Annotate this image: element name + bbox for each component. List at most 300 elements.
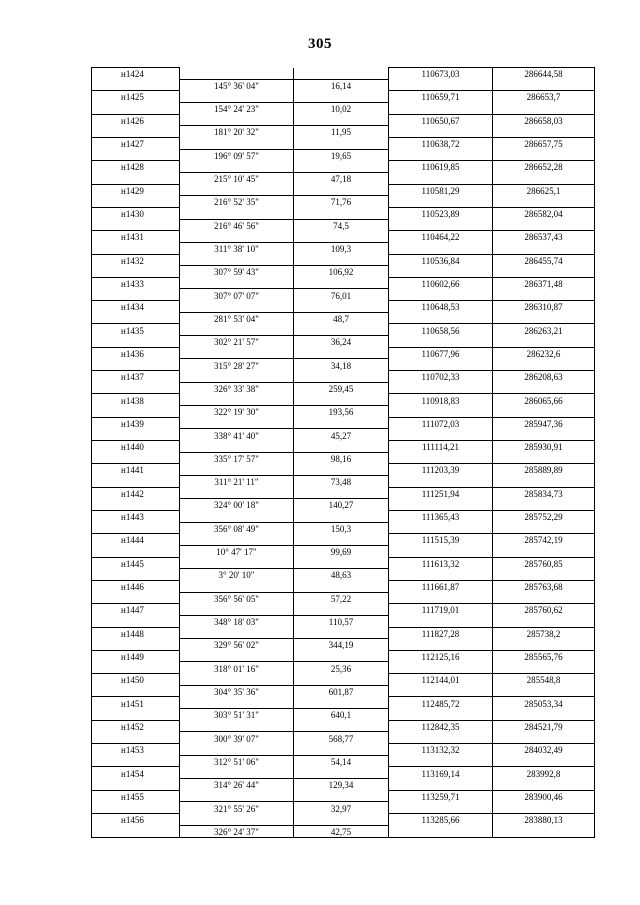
point-row: [92, 91, 595, 103]
dist-empty: [294, 254, 389, 266]
x-empty: [389, 429, 493, 441]
point-id: н1448: [92, 627, 180, 639]
y-coordinate: 286208,63: [493, 371, 595, 383]
point-row: [92, 347, 595, 359]
point-empty: [92, 452, 180, 464]
dist-empty: [294, 674, 389, 686]
dist-empty: [294, 417, 389, 429]
x-coordinate: 110702,33: [389, 371, 493, 383]
x-coordinate: 112144,01: [389, 674, 493, 686]
y-empty: [493, 266, 595, 278]
segment-row: [92, 149, 595, 161]
point-empty: [92, 126, 180, 138]
x-coordinate: 113169,14: [389, 767, 493, 779]
dist-empty: [294, 394, 389, 406]
point-row: [92, 394, 595, 406]
y-coordinate: 284032,49: [493, 744, 595, 756]
x-coordinate: 113285,66: [389, 814, 493, 826]
point-empty: [92, 336, 180, 348]
point-id: н1436: [92, 347, 180, 359]
point-id: н1437: [92, 371, 180, 383]
y-empty: [493, 406, 595, 418]
segment-row: [92, 662, 595, 674]
segment-row: [92, 615, 595, 627]
point-row: [92, 627, 595, 639]
direction-angle: 326° 33' 38": [180, 382, 294, 394]
angle-empty: [180, 417, 294, 429]
direction-angle: 307° 59' 43": [180, 266, 294, 278]
point-empty: [92, 219, 180, 231]
segment-row: [92, 219, 595, 231]
x-empty: [389, 219, 493, 231]
segment-length: 48,7: [294, 312, 389, 324]
segment-length: 76,01: [294, 289, 389, 301]
point-id: н1425: [92, 91, 180, 103]
y-coordinate: 286582,04: [493, 207, 595, 219]
point-row: [92, 441, 595, 453]
y-coordinate: 286371,48: [493, 277, 595, 289]
y-coordinate: 285760,85: [493, 557, 595, 569]
angle-empty: [180, 487, 294, 499]
segment-length: 568,77: [294, 732, 389, 744]
dist-empty: [294, 371, 389, 383]
x-coordinate: 111365,43: [389, 510, 493, 522]
y-coordinate: 286658,03: [493, 114, 595, 126]
x-empty: [389, 359, 493, 371]
x-coordinate: 110602,66: [389, 277, 493, 289]
y-coordinate: 285738,2: [493, 627, 595, 639]
point-id: н1441: [92, 464, 180, 476]
angle-empty: [180, 744, 294, 756]
x-coordinate: 110918,83: [389, 394, 493, 406]
point-empty: [92, 266, 180, 278]
angle-empty: [180, 720, 294, 732]
dist-empty: [294, 697, 389, 709]
point-row: [92, 580, 595, 592]
angle-empty: [180, 441, 294, 453]
y-empty: [493, 499, 595, 511]
y-coordinate: 285763,68: [493, 580, 595, 592]
x-coordinate: 110619,85: [389, 161, 493, 173]
direction-angle: 348° 18' 03": [180, 615, 294, 627]
dist-empty: [294, 301, 389, 313]
point-empty: [92, 499, 180, 511]
point-id: н1453: [92, 744, 180, 756]
dist-empty: [294, 627, 389, 639]
segment-row: [92, 429, 595, 441]
y-empty: [493, 359, 595, 371]
point-empty: [92, 382, 180, 394]
direction-angle: 322° 19' 30": [180, 406, 294, 418]
x-empty: [389, 406, 493, 418]
segment-row: [92, 242, 595, 254]
point-id: н1446: [92, 580, 180, 592]
direction-angle: 307° 07' 07": [180, 289, 294, 301]
angle-empty: [180, 557, 294, 569]
x-coordinate: 110658,56: [389, 324, 493, 336]
segment-row: [92, 336, 595, 348]
y-coordinate: 285752,29: [493, 510, 595, 522]
y-coordinate: 285548,8: [493, 674, 595, 686]
x-empty: [389, 545, 493, 557]
x-empty: [389, 779, 493, 791]
y-coordinate: 283992,8: [493, 767, 595, 779]
dist-empty: [294, 184, 389, 196]
segment-row: [92, 522, 595, 534]
direction-angle: 303° 51' 31": [180, 709, 294, 721]
y-coordinate: 285930,91: [493, 441, 595, 453]
point-row: [92, 510, 595, 522]
segment-length: 344,19: [294, 639, 389, 651]
segment-length: 193,56: [294, 406, 389, 418]
dist-empty: [294, 534, 389, 546]
direction-angle: 356° 08' 49": [180, 522, 294, 534]
x-coordinate: 112842,35: [389, 720, 493, 732]
y-coordinate: 285947,36: [493, 417, 595, 429]
x-empty: [389, 312, 493, 324]
angle-empty: [180, 767, 294, 779]
dist-empty: [294, 557, 389, 569]
x-empty: [389, 336, 493, 348]
point-empty: [92, 709, 180, 721]
direction-angle: 314° 26' 44": [180, 779, 294, 791]
direction-angle: 154° 24' 23": [180, 102, 294, 114]
dist-empty: [294, 137, 389, 149]
dist-empty: [294, 604, 389, 616]
dist-empty: [294, 790, 389, 802]
point-id: н1428: [92, 161, 180, 173]
segment-row: [92, 382, 595, 394]
segment-row: [92, 802, 595, 814]
direction-angle: 311° 38' 10": [180, 242, 294, 254]
direction-angle: 3° 20' 10": [180, 569, 294, 581]
y-empty: [493, 79, 595, 91]
x-coordinate: 111827,28: [389, 627, 493, 639]
segment-row: [92, 545, 595, 557]
point-row: [92, 534, 595, 546]
x-coordinate: 111203,39: [389, 464, 493, 476]
segment-length: 16,14: [294, 79, 389, 91]
segment-length: 73,48: [294, 475, 389, 487]
point-empty: [92, 79, 180, 91]
angle-empty: [180, 254, 294, 266]
segment-length: 74,5: [294, 219, 389, 231]
angle-empty: [180, 464, 294, 476]
angle-empty: [180, 394, 294, 406]
segment-row: [92, 196, 595, 208]
point-empty: [92, 662, 180, 674]
x-empty: [389, 662, 493, 674]
angle-empty: [180, 580, 294, 592]
x-empty: [389, 289, 493, 301]
point-id: н1432: [92, 254, 180, 266]
y-empty: [493, 825, 595, 837]
y-empty: [493, 755, 595, 767]
point-id: н1443: [92, 510, 180, 522]
direction-angle: 326° 24' 37": [180, 825, 294, 837]
x-coordinate: 110464,22: [389, 231, 493, 243]
point-row: [92, 301, 595, 313]
angle-empty: [180, 790, 294, 802]
direction-angle: 300° 39' 07": [180, 732, 294, 744]
y-empty: [493, 615, 595, 627]
x-coordinate: 110659,71: [389, 91, 493, 103]
dist-empty: [294, 161, 389, 173]
angle-empty: [180, 534, 294, 546]
angle-empty: [180, 650, 294, 662]
angle-empty: [180, 697, 294, 709]
y-empty: [493, 592, 595, 604]
angle-empty: [180, 347, 294, 359]
y-empty: [493, 522, 595, 534]
segment-length: 48,63: [294, 569, 389, 581]
x-empty: [389, 685, 493, 697]
point-id: н1430: [92, 207, 180, 219]
coordinates-table-body: [92, 68, 595, 838]
point-id: н1438: [92, 394, 180, 406]
point-id: н1433: [92, 277, 180, 289]
y-coordinate: 286232,6: [493, 347, 595, 359]
dist-empty: [294, 767, 389, 779]
segment-length: 45,27: [294, 429, 389, 441]
x-empty: [389, 615, 493, 627]
segment-row: [92, 569, 595, 581]
point-row: [92, 371, 595, 383]
point-empty: [92, 522, 180, 534]
segment-length: 110,57: [294, 615, 389, 627]
x-empty: [389, 149, 493, 161]
x-coordinate: 112485,72: [389, 697, 493, 709]
segment-row: [92, 755, 595, 767]
dist-empty: [294, 510, 389, 522]
point-row: [92, 767, 595, 779]
dist-empty: [294, 68, 389, 80]
y-empty: [493, 219, 595, 231]
x-coordinate: 111613,32: [389, 557, 493, 569]
point-empty: [92, 615, 180, 627]
y-coordinate: 283880,13: [493, 814, 595, 826]
angle-empty: [180, 627, 294, 639]
x-coordinate: 111114,21: [389, 441, 493, 453]
x-empty: [389, 172, 493, 184]
angle-empty: [180, 277, 294, 289]
segment-length: 19,65: [294, 149, 389, 161]
point-row: [92, 790, 595, 802]
segment-length: 140,27: [294, 499, 389, 511]
segment-length: 150,3: [294, 522, 389, 534]
y-coordinate: 285760,62: [493, 604, 595, 616]
dist-empty: [294, 231, 389, 243]
x-coordinate: 110581,29: [389, 184, 493, 196]
dist-empty: [294, 464, 389, 476]
point-empty: [92, 149, 180, 161]
point-empty: [92, 102, 180, 114]
segment-row: [92, 825, 595, 837]
point-row: [92, 720, 595, 732]
segment-row: [92, 475, 595, 487]
segment-length: 98,16: [294, 452, 389, 464]
direction-angle: 311° 21' 11": [180, 475, 294, 487]
point-row: [92, 137, 595, 149]
segment-length: 601,87: [294, 685, 389, 697]
y-coordinate: 286653,7: [493, 91, 595, 103]
x-empty: [389, 569, 493, 581]
y-empty: [493, 662, 595, 674]
segment-length: 99,69: [294, 545, 389, 557]
angle-empty: [180, 68, 294, 80]
segment-row: [92, 79, 595, 91]
x-empty: [389, 709, 493, 721]
point-row: [92, 464, 595, 476]
point-row: [92, 114, 595, 126]
y-coordinate: 286657,75: [493, 137, 595, 149]
segment-length: 71,76: [294, 196, 389, 208]
direction-angle: 196° 09' 57": [180, 149, 294, 161]
segment-length: 10,02: [294, 102, 389, 114]
x-empty: [389, 196, 493, 208]
point-row: [92, 417, 595, 429]
y-coordinate: 285742,19: [493, 534, 595, 546]
direction-angle: 281° 53' 04": [180, 312, 294, 324]
point-id: н1431: [92, 231, 180, 243]
y-empty: [493, 336, 595, 348]
dist-empty: [294, 487, 389, 499]
y-empty: [493, 102, 595, 114]
point-row: [92, 814, 595, 826]
point-id: н1440: [92, 441, 180, 453]
y-coordinate: 285565,76: [493, 650, 595, 662]
point-id: н1427: [92, 137, 180, 149]
y-empty: [493, 709, 595, 721]
point-row: [92, 254, 595, 266]
angle-empty: [180, 184, 294, 196]
segment-row: [92, 779, 595, 791]
x-empty: [389, 755, 493, 767]
point-id: н1451: [92, 697, 180, 709]
y-empty: [493, 685, 595, 697]
point-row: [92, 207, 595, 219]
point-id: н1445: [92, 557, 180, 569]
y-empty: [493, 126, 595, 138]
point-empty: [92, 196, 180, 208]
point-empty: [92, 569, 180, 581]
angle-empty: [180, 161, 294, 173]
y-empty: [493, 382, 595, 394]
dist-empty: [294, 580, 389, 592]
direction-angle: 302° 21' 57": [180, 336, 294, 348]
y-empty: [493, 802, 595, 814]
angle-empty: [180, 137, 294, 149]
point-id: н1454: [92, 767, 180, 779]
segment-row: [92, 102, 595, 114]
x-empty: [389, 79, 493, 91]
x-coordinate: 110673,03: [389, 68, 493, 80]
segment-length: 57,22: [294, 592, 389, 604]
x-empty: [389, 452, 493, 464]
y-coordinate: 285053,34: [493, 697, 595, 709]
point-row: [92, 604, 595, 616]
y-empty: [493, 312, 595, 324]
y-coordinate: 286652,28: [493, 161, 595, 173]
direction-angle: 324° 00' 18": [180, 499, 294, 511]
y-coordinate: 286263,21: [493, 324, 595, 336]
y-empty: [493, 172, 595, 184]
point-empty: [92, 475, 180, 487]
point-row: [92, 697, 595, 709]
angle-empty: [180, 91, 294, 103]
dist-empty: [294, 347, 389, 359]
x-coordinate: 111072,03: [389, 417, 493, 429]
direction-angle: 315° 28' 27": [180, 359, 294, 371]
y-coordinate: 286644,58: [493, 68, 595, 80]
point-id: н1439: [92, 417, 180, 429]
direction-angle: 356° 56' 05": [180, 592, 294, 604]
dist-empty: [294, 277, 389, 289]
segment-row: [92, 312, 595, 324]
direction-angle: 321° 55' 26": [180, 802, 294, 814]
x-coordinate: 110677,96: [389, 347, 493, 359]
x-empty: [389, 266, 493, 278]
point-empty: [92, 242, 180, 254]
segment-length: 106,92: [294, 266, 389, 278]
page-number: 305: [308, 36, 332, 52]
direction-angle: 329° 56' 02": [180, 639, 294, 651]
y-empty: [493, 149, 595, 161]
x-coordinate: 110638,72: [389, 137, 493, 149]
point-row: [92, 231, 595, 243]
y-empty: [493, 289, 595, 301]
point-empty: [92, 429, 180, 441]
y-empty: [493, 569, 595, 581]
angle-empty: [180, 510, 294, 522]
angle-empty: [180, 371, 294, 383]
point-empty: [92, 732, 180, 744]
dist-empty: [294, 814, 389, 826]
point-empty: [92, 359, 180, 371]
angle-empty: [180, 324, 294, 336]
point-empty: [92, 802, 180, 814]
point-empty: [92, 755, 180, 767]
y-empty: [493, 196, 595, 208]
x-empty: [389, 732, 493, 744]
dist-empty: [294, 650, 389, 662]
segment-row: [92, 172, 595, 184]
segment-row: [92, 709, 595, 721]
segment-length: 109,3: [294, 242, 389, 254]
x-empty: [389, 475, 493, 487]
angle-empty: [180, 207, 294, 219]
segment-length: 11,95: [294, 126, 389, 138]
direction-angle: 338° 41' 40": [180, 429, 294, 441]
y-empty: [493, 779, 595, 791]
point-empty: [92, 779, 180, 791]
segment-length: 36,24: [294, 336, 389, 348]
segment-row: [92, 499, 595, 511]
segment-row: [92, 266, 595, 278]
y-empty: [493, 639, 595, 651]
point-id: н1442: [92, 487, 180, 499]
dist-empty: [294, 441, 389, 453]
segment-length: 25,36: [294, 662, 389, 674]
x-empty: [389, 102, 493, 114]
y-coordinate: 286065,66: [493, 394, 595, 406]
direction-angle: 312° 51' 06": [180, 755, 294, 767]
point-row: [92, 487, 595, 499]
segment-row: [92, 452, 595, 464]
x-empty: [389, 499, 493, 511]
y-coordinate: 285889,89: [493, 464, 595, 476]
segment-row: [92, 639, 595, 651]
